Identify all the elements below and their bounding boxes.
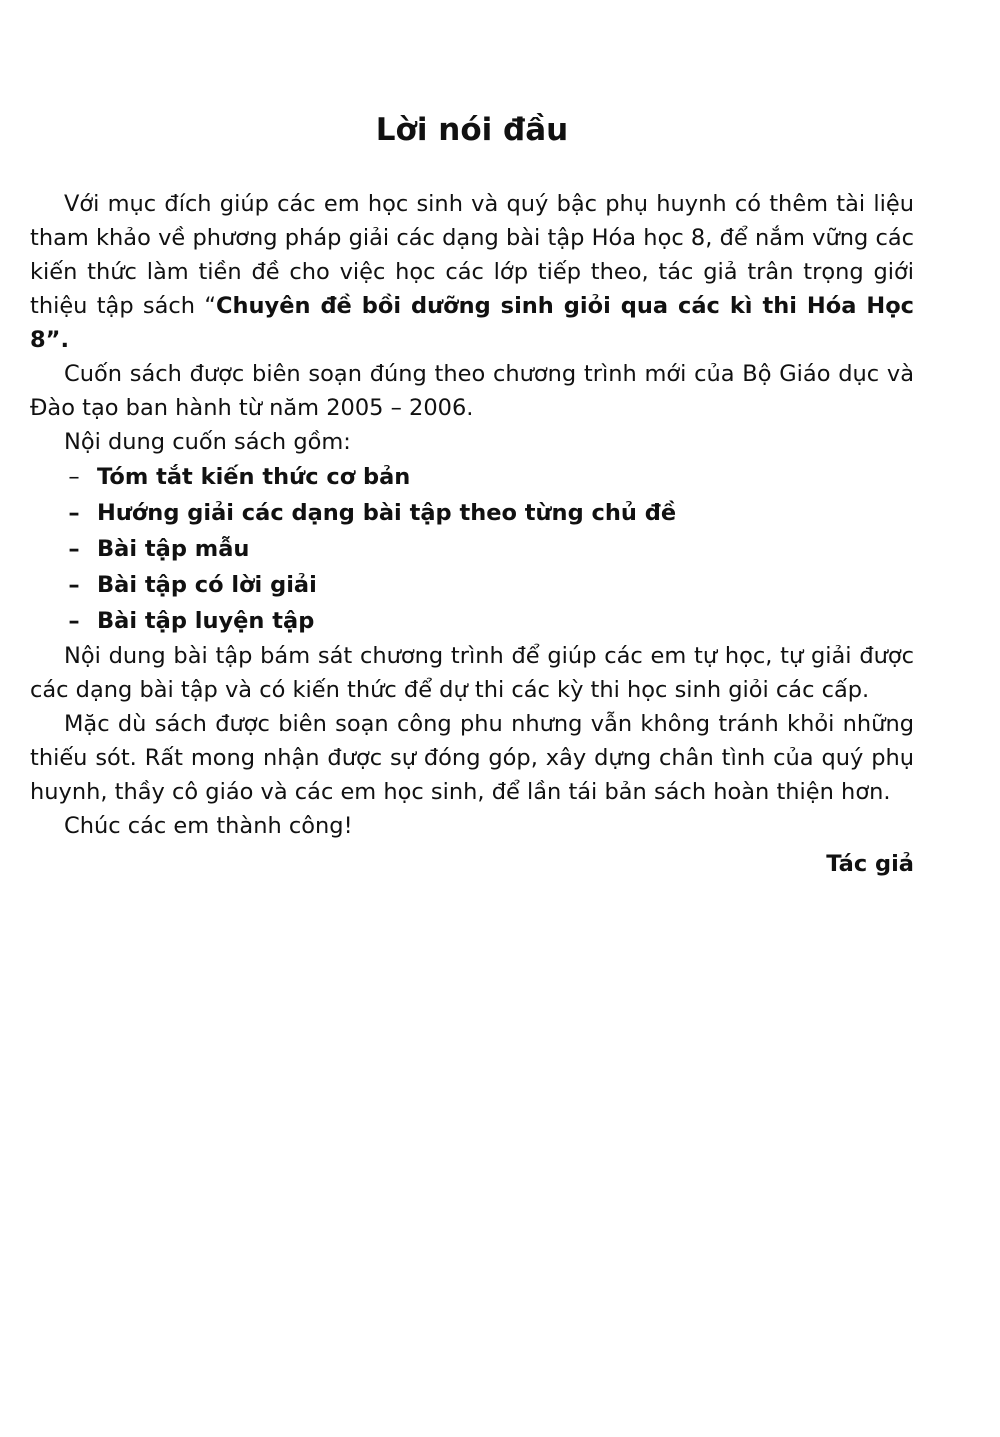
list-item-text: Tóm tắt kiến thức cơ bản <box>97 464 411 490</box>
exercises-paragraph: Nội dung bài tập bám sát chương trình để giúp các em tự học, tự giải được các dạng bài tập và có kiến thức để dự thi các kỳ thi học sinh giỏi các cấp. <box>30 643 914 703</box>
contents-intro: Nội dung cuốn sách gồm: <box>64 429 351 455</box>
list-item-text: Bài tập mẫu <box>97 536 250 562</box>
intro-paragraph <box>30 187 914 357</box>
list-item <box>30 459 914 495</box>
list-dash: – <box>68 536 80 562</box>
list-item <box>30 495 914 531</box>
list-dash: – <box>68 608 80 634</box>
feedback-paragraph: Mặc dù sách được biên soạn công phu nhưng vẫn không tránh khỏi những thiếu sót. Rất mong nhận được sự đóng góp, xây dựng chân tình của quý phụ huynh, thầy cô giáo và các em học sinh, để lần tái bản sách hoàn thiện hơn. <box>30 711 914 805</box>
author-signature: Tác giả <box>826 851 914 877</box>
list-item <box>30 603 914 639</box>
list-dash: – <box>68 464 80 490</box>
contents-list <box>30 459 914 639</box>
book-title: Chuyên đề bồi dưỡng sinh giỏi qua các kì thi Hóa Học 8”. <box>30 293 914 353</box>
list-item-text: Bài tập có lời giải <box>97 572 317 598</box>
list-dash: – <box>68 500 80 526</box>
list-dash: – <box>68 572 80 598</box>
list-item-text: Hướng giải các dạng bài tập theo từng chủ đề <box>97 500 677 526</box>
list-item-text: Bài tập luyện tập <box>97 608 315 634</box>
closing-line: Chúc các em thành công! <box>64 813 353 839</box>
list-item <box>30 531 914 567</box>
list-item <box>30 567 914 603</box>
program-paragraph: Cuốn sách được biên soạn đúng theo chương trình mới của Bộ Giáo dục và Đào tạo ban hành từ năm 2005 – 2006. <box>30 361 914 421</box>
intro-text: Với mục đích giúp các em học sinh và quý bậc phụ huynh có thêm tài liệu tham khảo về phương pháp giải các dạng bài tập Hóa học 8, để nắm vững các kiến thức làm tiền đề cho việc học các lớp tiếp theo, tác giả trân trọng giới thiệu tập sách “ <box>30 191 914 319</box>
page-title: Lời nói đầu <box>375 112 569 148</box>
document-page <box>30 110 914 881</box>
